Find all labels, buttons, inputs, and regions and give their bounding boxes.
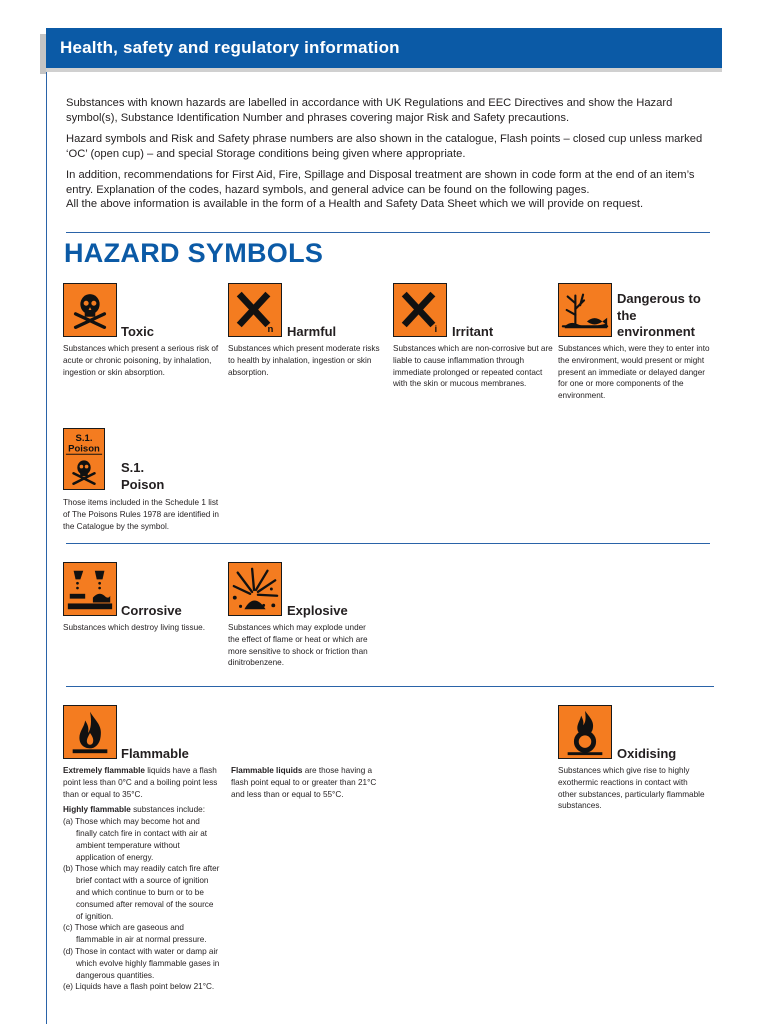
highly-flammable-term: Highly flammable [63, 805, 131, 815]
divider-3 [66, 686, 714, 687]
extremely-flammable-text [63, 765, 221, 800]
symbol-label: Harmful [287, 324, 337, 339]
extremely-flammable-definition: liquids have a flash point less than 0°C and a boiling point less than or equal to 35°C. [63, 766, 218, 799]
harmful-icon-letter: n [267, 324, 274, 336]
list-item: (a) Those which may become hot and finally catch fire in contact with air at ambient temperature without application of energy. [63, 817, 208, 862]
left-margin-rule [46, 40, 47, 1024]
highly-flammable-intro [63, 804, 221, 816]
symbol-description: Substances which may explode under the effect of flame or heat or which are more sensitive to shock or friction than dinitrobenzene. [228, 623, 368, 668]
irritant-cross-icon [393, 283, 447, 337]
flammable-liquids-term: Flammable liquids [231, 766, 303, 775]
list-item: (d) Those in contact with water or damp air which evolve highly flammable gases in dangerous quantities. [63, 946, 220, 980]
symbol-label: Toxic [121, 324, 154, 339]
symbol-label: Oxidising [617, 746, 677, 761]
symbol-description: Substances which present moderate risks to health by inhalation, ingestion or skin absorption. [228, 344, 380, 377]
symbol-description: Substances which present a serious risk of acute or chronic poisoning, by inhalation, ingestion or skin absorption. [63, 344, 219, 377]
intro-text [66, 96, 706, 219]
intro-paragraph-4: All the above information is available in the form of a Health and Safety Data Sheet which we will provide on request. [66, 198, 644, 210]
divider-2 [66, 543, 710, 544]
symbol-description: Substances which destroy living tissue. [63, 623, 205, 632]
list-item: (b) Those which may readily catch fire after brief contact with a source of ignition and which continue to burn or to be consumed after removal of the source of ignition. [63, 864, 220, 921]
page-header: Health, safety and regulatory information [46, 28, 722, 68]
symbol-label: Dangerous to the environment [617, 291, 701, 339]
intro-paragraph-1: Substances with known hazards are labelled in accordance with UK Regulations and EEC Directives and show the Hazard symbol(s), Substance Identification Number and phrases covering major Risk and Safety precautions. [66, 97, 673, 124]
poison-icon-line2: Poison [68, 443, 100, 455]
symbol-label: S.1. Poison [121, 460, 165, 492]
irritant-icon-letter: i [434, 324, 438, 336]
skull-crossbones-icon [63, 283, 117, 337]
symbol-label: Explosive [287, 603, 348, 618]
highly-flammable-definition: substances include: [130, 805, 205, 815]
flammable-description [63, 765, 221, 993]
flammable-liquids-text [231, 765, 381, 800]
flame-over-circle-icon [558, 705, 612, 759]
list-item: (c) Those which are gaseous and flammable in air at normal pressure. [63, 923, 207, 945]
explosion-icon [228, 562, 282, 616]
symbol-label: Flammable [121, 746, 189, 761]
dead-tree-fish-icon [558, 283, 612, 337]
intro-paragraph-3: In addition, recommendations for First Aid, Fire, Spillage and Disposal treatment are shown in code form at the end of an item’s entry. Explanation of the codes, hazard symbols, and general advice can be found on the following pages. [66, 169, 695, 196]
symbol-label: Irritant [452, 324, 494, 339]
symbol-description: Those items included in the Schedule 1 list of The Poisons Rules 1978 are identified in the Catalogue by the symbol. [63, 498, 219, 531]
highly-flammable-list [63, 816, 221, 993]
symbol-label: Corrosive [121, 603, 182, 618]
symbol-description: Substances which are non-corrosive but are liable to cause inflammation through immediate prolonged or repeated contact with the skin or mucous membranes. [393, 344, 553, 389]
symbol-description: Substances which give rise to highly exothermic reactions in contact with other substances, particularly flammable substances. [558, 766, 705, 811]
list-item: (e) Liquids have a flash point below 21°C. [63, 982, 215, 992]
corrosive-icon [63, 562, 117, 616]
extremely-flammable-term: Extremely flammable [63, 766, 145, 775]
symbol-description: Substances which, were they to enter into the environment, would present or might present an immediate or delayed danger for one or more components of the environment. [558, 344, 710, 401]
intro-paragraph-2: Hazard symbols and Risk and Safety phrase numbers are also shown in the catalogue, Flash points – closed cup unless marked ‘OC’ (open cup) – and special Storage conditions being given where appropriate. [66, 133, 703, 160]
divider-1 [66, 232, 710, 233]
harmful-cross-icon [228, 283, 282, 337]
poison-icon-line1: S.1. [75, 432, 93, 444]
poison-skull-icon [63, 428, 105, 490]
section-title: HAZARD SYMBOLS [64, 238, 324, 268]
flame-icon [63, 705, 117, 759]
header-underline [46, 68, 722, 72]
flammable-liquids-definition: are those having a flash point equal to or greater than 21°C and less than or equal to 55°C. [231, 766, 377, 799]
